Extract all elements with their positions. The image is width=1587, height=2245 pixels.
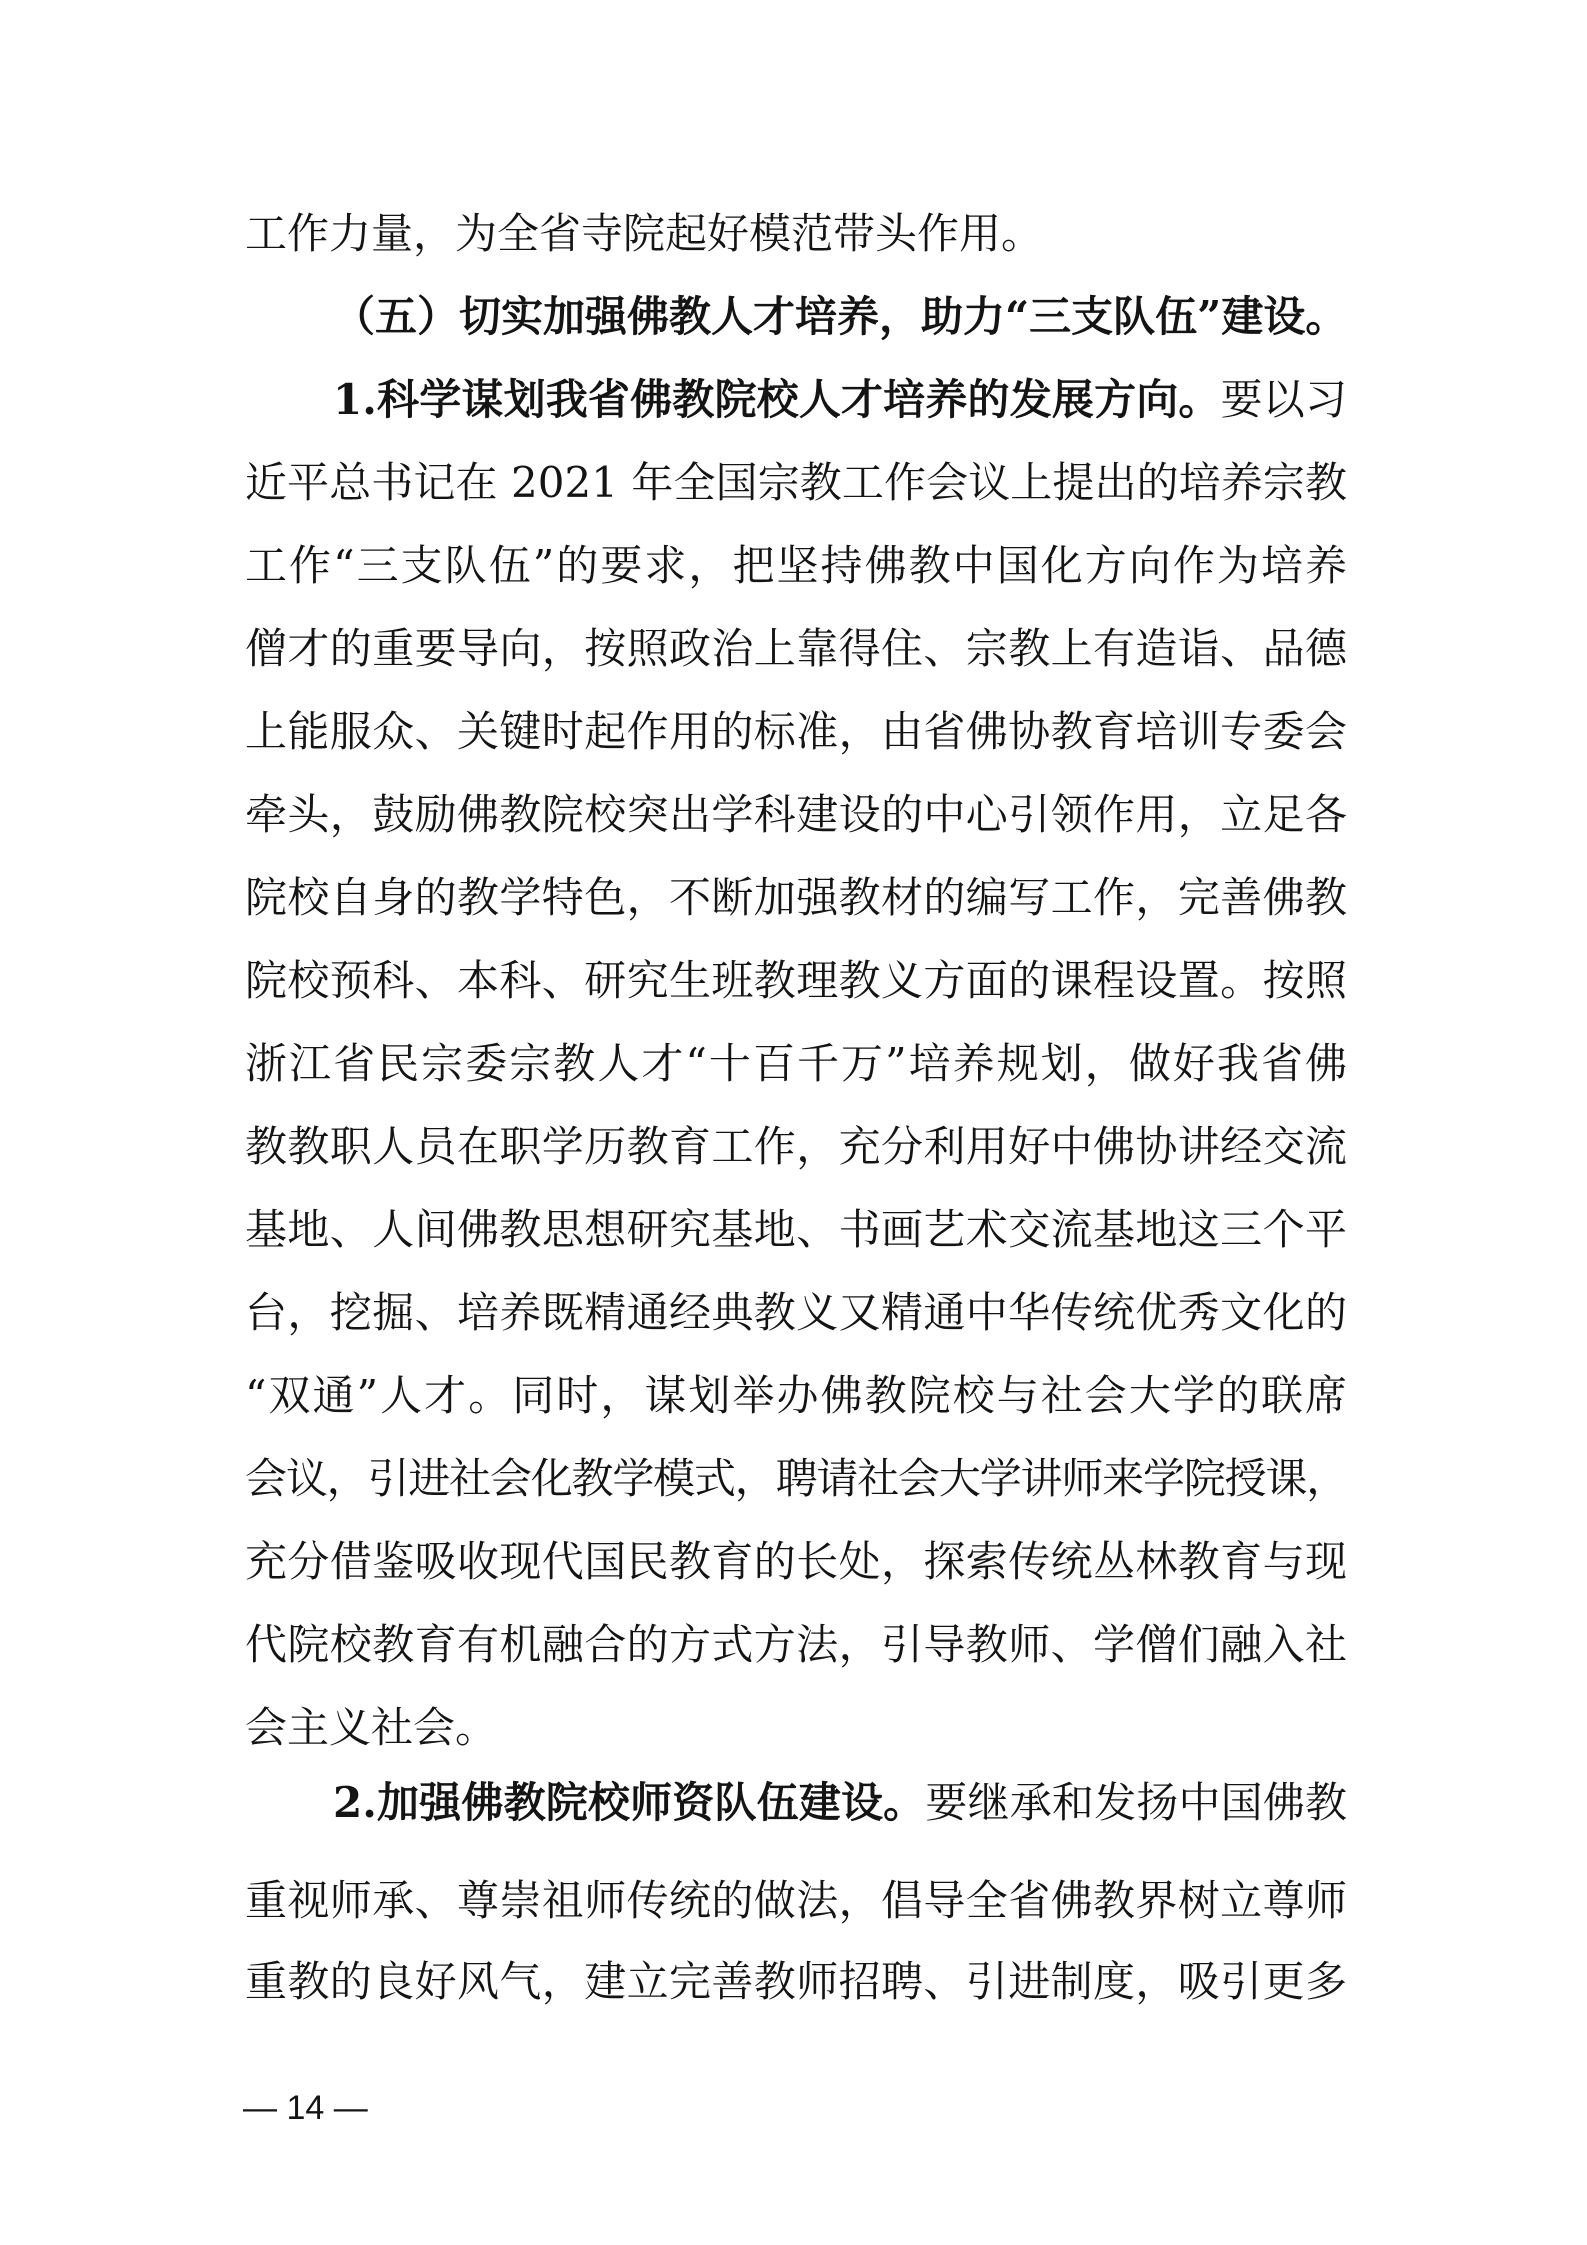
item-1-line [245, 458, 1347, 508]
text-line: 会主义社会。 [245, 1703, 498, 1752]
text-line: 代院校教育有机融合的方式方法，引导教师、学僧们融入社 [245, 1620, 1347, 1669]
item-1-line [245, 1371, 1347, 1421]
item-1-line [245, 1288, 1347, 1338]
item-1-line [245, 1122, 1347, 1172]
text-line: 牵头，鼓励佛教院校突出学科建设的中心引领作用，立足各 [245, 790, 1347, 839]
item-1-heading: 1.科学谋划我省佛教院校人才培养的发展方向。 [333, 375, 1221, 424]
item-1-line [245, 624, 1347, 674]
section-heading [333, 292, 1347, 342]
item-1-line [245, 873, 1347, 923]
text-line: “双通”人才。同时，谋划举办佛教院校与社会大学的联席 [245, 1371, 1347, 1420]
text-line: 工作“三支队伍”的要求，把坚持佛教中国化方向作为培养 [245, 541, 1347, 590]
text-line: 院校预科、本科、研究生班教理教义方面的课程设置。按照 [245, 956, 1347, 1005]
paragraph-continuation-line [245, 209, 1347, 259]
text-line: 会议，引进社会化教学模式，聘请社会大学讲师来学院授课， [245, 1454, 1347, 1503]
text-line: 僧才的重要导向，按照政治上靠得住、宗教上有造诣、品德 [245, 624, 1347, 673]
text-line: 重教的良好风气，建立完善教师招聘、引进制度，吸引更多 [245, 1957, 1347, 2006]
item-2-first-line [333, 1778, 1347, 1828]
item-1-line [245, 790, 1347, 840]
text-line: 院校自身的教学特色，不断加强教材的编写工作，完善佛教 [245, 873, 1347, 922]
item-1-line [245, 956, 1347, 1006]
text-line: 近平总书记在 2021 年全国宗教工作会议上提出的培养宗教 [245, 458, 1347, 507]
item-1-line [245, 1454, 1347, 1504]
text-line: 充分借鉴吸收现代国民教育的长处，探索传统丛林教育与现 [245, 1537, 1347, 1586]
item-2-first-line-rest: 要继承和发扬中国佛教 [925, 1778, 1347, 1827]
item-1-first-line-rest: 要以习 [1220, 375, 1347, 424]
item-1-line [245, 1537, 1347, 1587]
text-line: 工作力量，为全省寺院起好模范带头作用。 [245, 209, 1044, 258]
text-line: 教教职人员在职学历教育工作，充分利用好中佛协讲经交流 [245, 1122, 1347, 1171]
item-2-heading: 2.加强佛教院校师资队伍建设。 [333, 1778, 926, 1827]
item-1-line [245, 541, 1347, 591]
text-line: 浙江省民宗委宗教人才“十百千万”培养规划，做好我省佛 [245, 1039, 1347, 1088]
item-1-line [245, 1620, 1347, 1670]
text-line: 上能服众、关键时起作用的标准，由省佛协教育培训专委会 [245, 707, 1347, 756]
item-1-last-line [245, 1703, 1347, 1753]
text-line: 基地、人间佛教思想研究基地、书画艺术交流基地这三个平 [245, 1205, 1347, 1254]
page-number: — 14 — [243, 2089, 368, 2127]
text-line: 台，挖掘、培养既精通经典教义又精通中华传统优秀文化的 [245, 1288, 1347, 1337]
text-line: 重视师承、尊崇祖师传统的做法，倡导全省佛教界树立尊师 [245, 1876, 1347, 1925]
item-1-line [245, 707, 1347, 757]
section-heading-text: （五）切实加强佛教人才培养，助力“三支队伍”建设。 [333, 292, 1348, 341]
item-1-line [245, 1039, 1347, 1089]
item-2-line [245, 1957, 1347, 2007]
item-1-first-line [333, 375, 1347, 425]
item-1-line [245, 1205, 1347, 1255]
item-2-line [245, 1876, 1347, 1926]
